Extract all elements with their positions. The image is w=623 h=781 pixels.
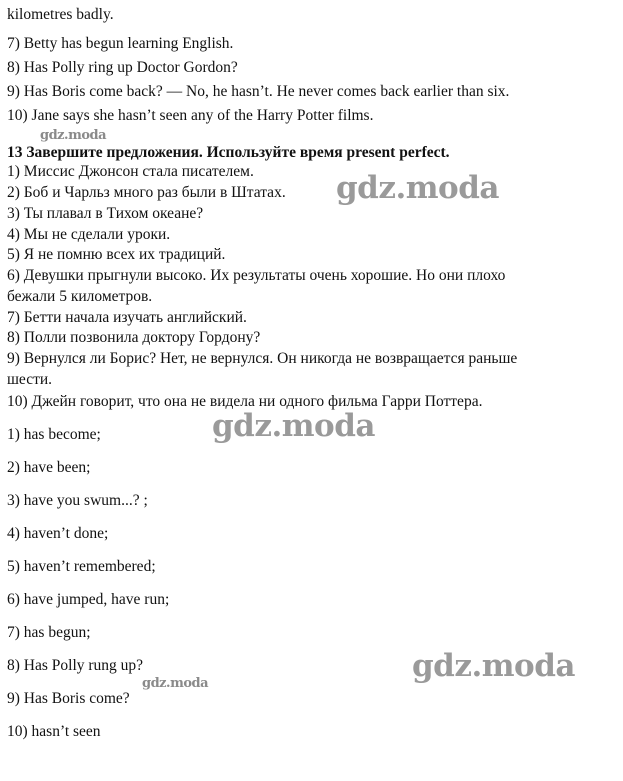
text-line: kilometres badly.	[7, 6, 114, 23]
text-line: 9) Вернулся ли Борис? Нет, не вернулся. Он никогда не возвращается раньше	[7, 350, 518, 367]
text-line: 10) Джейн говорит, что она не видела ни одного фильма Гарри Поттера.	[7, 393, 483, 410]
answer-line: 10) hasn’t seen	[7, 723, 101, 740]
answer-line: 8) Has Polly rung up?	[7, 657, 144, 674]
text-line: 7) Бетти начала изучать английский.	[7, 309, 247, 326]
text-line: 8) Полли позвонила доктору Гордону?	[7, 329, 261, 346]
text-line: шести.	[7, 371, 53, 388]
text-line: 3) Ты плавал в Тихом океане?	[7, 205, 204, 222]
text-line: 6) Девушки прыгнули высоко. Их результаты очень хорошие. Но они плохо	[7, 267, 506, 284]
text-line: 10) Jane says she hasn’t seen any of the Harry Potter films.	[7, 107, 374, 124]
exercise-heading: 13 Завершите предложения. Используйте время present perfect.	[7, 144, 450, 161]
answer-line: 7) has begun;	[7, 624, 91, 641]
answer-line: 2) have been;	[7, 459, 91, 476]
watermark: gdz.moda	[40, 128, 107, 143]
answer-line: 5) haven’t remembered;	[7, 558, 156, 575]
watermark: gdz.moda	[142, 676, 209, 691]
text-line: 4) Мы не сделали уроки.	[7, 226, 171, 243]
text-line: 1) Миссис Джонсон стала писателем.	[7, 163, 254, 180]
text-line: 7) Betty has begun learning English.	[7, 35, 234, 52]
watermark: gdz.moda	[212, 408, 375, 444]
answer-line: 1) has become;	[7, 426, 101, 443]
answer-line: 9) Has Boris come?	[7, 690, 130, 707]
watermark: gdz.moda	[412, 648, 575, 684]
answer-line: 4) haven’t done;	[7, 525, 109, 542]
text-line: бежали 5 километров.	[7, 288, 153, 305]
text-line: 5) Я не помню всех их традиций.	[7, 246, 226, 263]
text-line: 2) Боб и Чарльз много раз были в Штатах.	[7, 184, 286, 201]
answer-line: 6) have jumped, have run;	[7, 591, 170, 608]
watermark: gdz.moda	[336, 170, 499, 206]
text-line: 8) Has Polly ring up Doctor Gordon?	[7, 59, 238, 76]
answer-line: 3) have you swum...? ;	[7, 492, 148, 509]
text-line: 9) Has Boris come back? — No, he hasn’t. He never comes back earlier than six.	[7, 83, 510, 100]
